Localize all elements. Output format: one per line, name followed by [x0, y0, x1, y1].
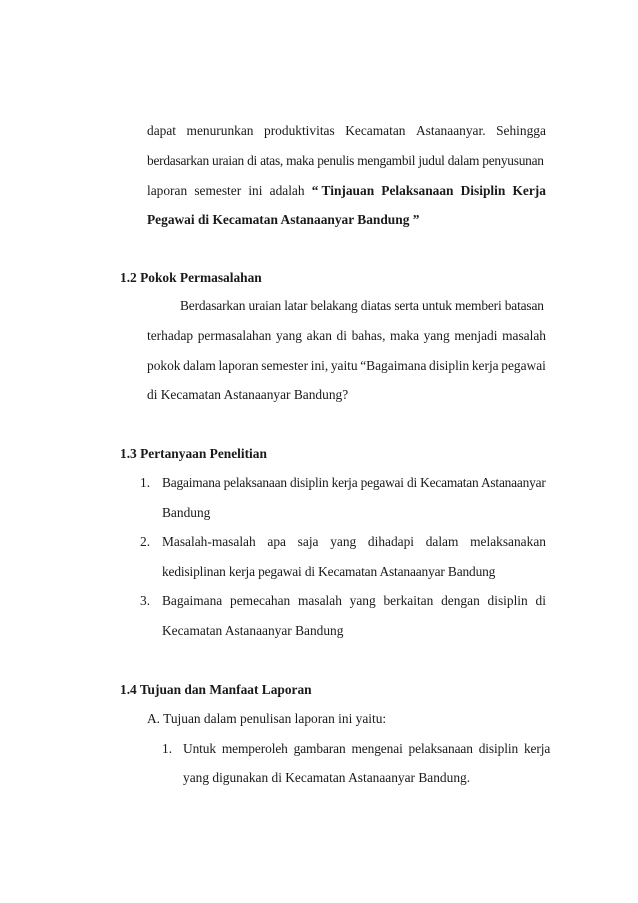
word: Kecamatan	[345, 123, 406, 138]
word: semester	[194, 183, 242, 198]
word: “Bagaimana	[360, 358, 427, 373]
word: saja	[297, 534, 319, 549]
section-heading-1-2: 1.2 Pokok Permasalahan	[120, 270, 262, 285]
intro-line-1	[147, 123, 546, 139]
s12-line-3	[147, 358, 546, 374]
s12-line-4: di Kecamatan Astanaanyar Bandung?	[147, 387, 349, 402]
word: pemecahan	[230, 593, 291, 608]
word: menjadi	[454, 328, 498, 343]
section-heading-1-4: 1.4 Tujuan dan Manfaat Laporan	[120, 682, 312, 697]
word: kerja	[471, 358, 499, 373]
word: yang	[349, 593, 376, 608]
s12-line-1: Berdasarkan uraian latar belakang diatas serta untuk memberi batasan	[180, 298, 544, 313]
word: laporan	[218, 358, 259, 373]
word: yang	[423, 328, 450, 343]
word: melaksanakan	[470, 534, 546, 549]
word: Astanaanyar.	[416, 123, 486, 138]
word: apa	[267, 534, 286, 549]
word: Kerja	[512, 183, 546, 198]
word: ini	[248, 183, 263, 198]
list-item-number: 2.	[140, 534, 151, 549]
word: semester	[261, 358, 309, 373]
word: masalah	[502, 328, 546, 343]
word: dengan	[441, 593, 480, 608]
word: di	[535, 593, 546, 608]
intro-line-4: Pegawai di Kecamatan Astanaanyar Bandung ”	[147, 212, 420, 227]
word: laporan	[147, 183, 188, 198]
word: Sehingga	[496, 123, 546, 138]
word: pegawai	[501, 358, 546, 373]
word: yaitu	[330, 358, 358, 373]
a1-line-2: yang digunakan di Kecamatan Astanaanyar Bandung.	[183, 770, 471, 785]
word: dapat	[147, 123, 176, 138]
intro-line-3	[147, 183, 546, 199]
word: ini,	[310, 358, 329, 373]
word: Disiplin	[460, 183, 506, 198]
word: dihadapi	[367, 534, 415, 549]
q3-line-1	[162, 593, 546, 609]
a1-line-1: Untuk memperoleh gambaran mengenai pelaksanaan disiplin kerja	[183, 741, 551, 756]
word: “ Tinjauan	[311, 183, 375, 198]
word: akan	[306, 328, 332, 343]
word: adalah	[269, 183, 305, 198]
word: dalam	[183, 358, 216, 373]
list-item-number: 1.	[140, 475, 151, 490]
word: maka	[390, 328, 420, 343]
list-item-number: 3.	[140, 593, 151, 608]
word: pokok	[147, 358, 181, 373]
word: Masalah-masalah	[162, 534, 256, 549]
word: disiplin	[487, 593, 528, 608]
word: permasalahan	[197, 328, 272, 343]
word: dalam	[425, 534, 459, 549]
word: yang	[330, 534, 357, 549]
intro-line-2: berdasarkan uraian di atas, maka penulis mengambil judul dalam penyusunan	[147, 153, 544, 168]
word: bahas,	[351, 328, 386, 343]
word: di	[336, 328, 347, 343]
word: disiplin	[429, 358, 470, 373]
q1-line-2: Bandung	[162, 505, 211, 520]
word: masalah	[298, 593, 342, 608]
list-item-number: 1.	[162, 741, 173, 756]
q3-line-2: Kecamatan Astanaanyar Bandung	[162, 623, 344, 638]
q2-line-1	[162, 534, 546, 550]
s12-line-2	[147, 328, 546, 344]
word: Pelaksanaan	[381, 183, 454, 198]
section-heading-1-3: 1.3 Pertanyaan Penelitian	[120, 446, 267, 461]
word: menurunkan	[186, 123, 254, 138]
q2-line-2: kedisiplinan kerja pegawai di Kecamatan Astanaanyar Bandung	[162, 564, 496, 579]
word: produktivitas	[264, 123, 335, 138]
q1-line-1: Bagaimana pelaksanaan disiplin kerja pegawai di Kecamatan Astanaanyar	[162, 475, 546, 490]
word: berkaitan	[383, 593, 434, 608]
sub-heading-a: A. Tujuan dalam penulisan laporan ini yaitu:	[147, 711, 387, 726]
word: Bagaimana	[162, 593, 223, 608]
word: yang	[275, 328, 302, 343]
word: terhadap	[147, 328, 194, 343]
